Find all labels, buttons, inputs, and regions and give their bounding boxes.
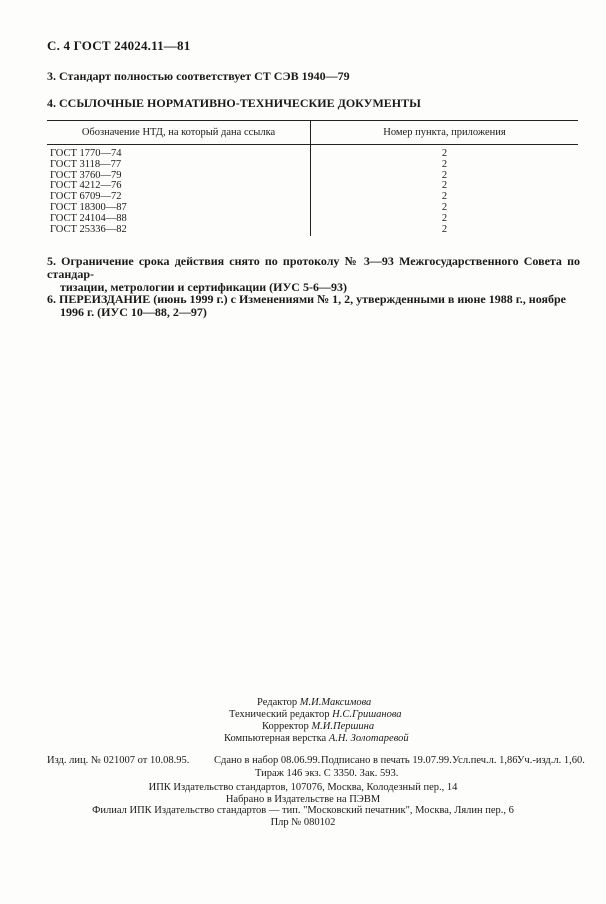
signed-date: Подписано в печать 19.07.99. (321, 755, 452, 766)
table-cell-doc: ГОСТ 1770—74 (50, 148, 122, 159)
table-header-rule (47, 144, 578, 145)
table-cell-clause: 2 (441, 201, 448, 213)
page-header: С. 4 ГОСТ 24024.11—81 (47, 38, 191, 53)
section-3-text: 3. Стандарт полностью соответствует СТ СЭВ 1940—79 (47, 69, 350, 83)
section-6-line-2: 1996 г. (ИУС 10—88, 2—97) (60, 305, 207, 319)
license-number: Изд. лиц. № 021007 от 10.08.95. (47, 755, 190, 766)
table-top-rule (47, 120, 578, 121)
table-body (50, 149, 578, 235)
credit-editor-name: М.И.Максимова (299, 697, 372, 708)
credit-proofreader-label: Корректор (262, 721, 309, 732)
table-row (50, 160, 578, 171)
section-6-line-1: 6. ПЕРЕИЗДАНИЕ (июнь 1999 г.) с Изменениями № 1, 2, утвержденными в июне 1988 г., ноябре (47, 292, 566, 306)
credit-layout (224, 733, 409, 745)
credit-layout-label: Компьютерная верстка (224, 733, 327, 744)
publication-sheets: Уч.-изд.л. 1,60. (517, 755, 585, 766)
table-cell-doc: ГОСТ 6709—72 (50, 191, 122, 203)
table-cell-doc: ГОСТ 25336—82 (50, 223, 127, 235)
credit-editor-label: Редактор (257, 697, 298, 708)
submitted-date: Сдано в набор 08.06.99. (214, 755, 321, 766)
table-row (50, 171, 578, 182)
credit-proofreader-name: М.И.Першина (311, 721, 375, 732)
table-cell-doc: ГОСТ 4212—76 (50, 180, 122, 192)
section-6-paragraph (47, 293, 580, 319)
printing-branch: Филиал ИПК Издательство стандартов — тип. "Московский печатник", Москва, Лялин пер., 6 (92, 805, 514, 817)
credit-layout-name: А.Н. Золотаревой (328, 733, 409, 744)
credit-tech-editor-label: Технический редактор (229, 709, 330, 720)
table-row (50, 181, 578, 192)
credit-tech-editor-name: Н.С.Гришанова (332, 709, 402, 720)
table-cell-doc: ГОСТ 24104—88 (50, 212, 127, 224)
print-sheets: Усл.печ.л. 1,86. (452, 755, 521, 766)
table-cell-clause: 2 (441, 212, 448, 224)
print-run: Тираж 146 экз. С 3350. Зак. 593. (255, 768, 399, 779)
table-cell-doc: ГОСТ 18300—87 (50, 201, 127, 213)
credit-proofreader (262, 721, 374, 733)
plr-number: Плр № 080102 (270, 816, 336, 828)
table-cell-clause: 2 (441, 191, 448, 203)
table-cell-clause: 2 (441, 148, 448, 159)
table-row (50, 149, 578, 160)
table-cell-clause: 2 (441, 158, 448, 170)
table-header-clause: Номер пункта, приложения (383, 127, 506, 138)
table-row (50, 214, 578, 225)
section-4-heading: 4. ССЫЛОЧНЫЕ НОРМАТИВНО-ТЕХНИЧЕСКИЕ ДОКУМЕНТЫ (47, 96, 421, 110)
typeset-note: Набрано в Издательстве на ПЭВМ (225, 793, 381, 805)
table-header-doc: Обозначение НТД, на который дана ссылка (81, 127, 276, 138)
section-5-line-1: 5. Ограничение срока действия снято по протоколу № 3—93 Межгосударственного Совета по стандар- (47, 254, 580, 281)
table-cell-clause: 2 (441, 180, 448, 192)
publisher-address: ИПК Издательство стандартов, 107076, Москва, Колодезный пер., 14 (148, 782, 458, 793)
publisher-footer (0, 782, 606, 828)
table-row (50, 192, 578, 203)
credit-editor (257, 697, 371, 709)
table-cell-clause: 2 (441, 223, 448, 235)
table-row (50, 203, 578, 214)
table-cell-clause: 2 (441, 169, 448, 181)
table-cell-doc: ГОСТ 3118—77 (50, 158, 122, 170)
section-5-paragraph (47, 255, 580, 294)
table-cell-doc: ГОСТ 3760—79 (50, 169, 122, 181)
credit-tech-editor (229, 709, 402, 721)
section-5-line-2: тизации, метрологии и сертификации (ИУС 5-6—93) (60, 280, 347, 294)
references-table (47, 118, 578, 238)
table-row (50, 225, 578, 236)
